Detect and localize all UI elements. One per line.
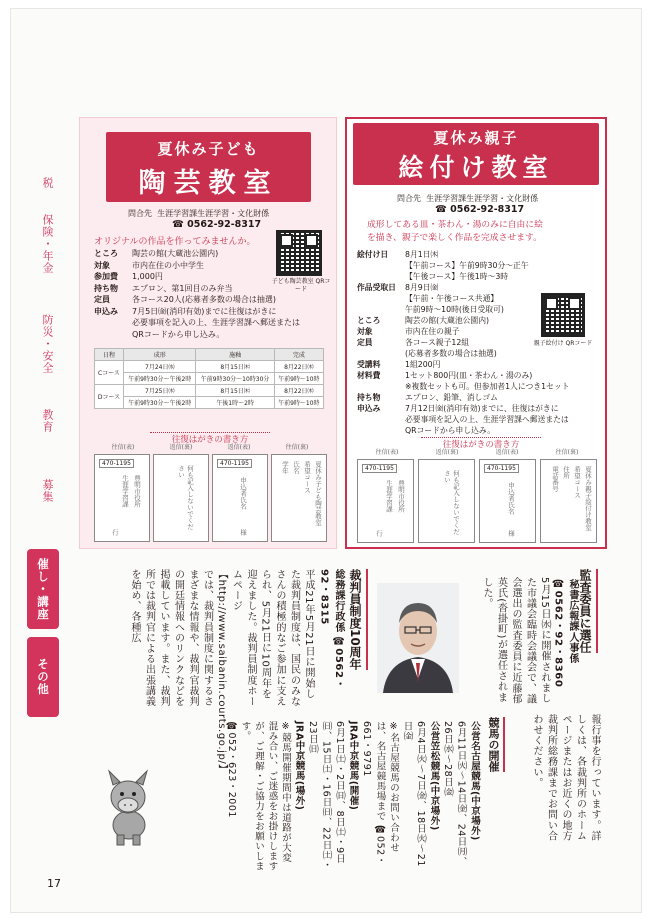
detail-label [357, 425, 405, 436]
detail-value: 【午前コース】午前9時30分〜正午 [405, 261, 529, 270]
detail-label [357, 260, 405, 271]
contact-label: 問合先 [397, 194, 421, 203]
detail-label [357, 304, 405, 315]
pc-text: 様 [239, 528, 247, 535]
postcard-label: 返信(表) [227, 444, 251, 451]
detail-value: 必要事項を記入の上、生涯学習課へ郵送または [132, 318, 300, 327]
pottery-contact [128, 208, 269, 220]
detail-label: 絵付け日 [357, 250, 389, 259]
detail-value: ※複数セットも可。但参加者1人につき1セット [405, 382, 570, 391]
detail-value: 陶芸の館(大蔵池公園内) [132, 249, 219, 258]
col-complete: 完成 [274, 349, 323, 361]
detail-value: 8月1日㈭ [405, 250, 439, 259]
pc-text: 生涯学習課 [385, 480, 393, 513]
table-cell: 午前9時〜10時 [274, 397, 323, 409]
pottery-qr-code[interactable] [276, 230, 322, 276]
detail-label: 参加費 [94, 272, 118, 281]
pc-text: 申込者氏名 [507, 482, 515, 515]
pottery-phone: ☎ 0562-92-8317 [172, 219, 262, 230]
pottery-title-line2: 陶芸教室 [138, 168, 279, 199]
detail-value: エプロン、第1回目のみ弁当 [132, 283, 233, 293]
detail-value: (応募者多数の場合は抽選) [405, 349, 497, 358]
postcard-sample-1 [94, 454, 150, 542]
pc-text: 学年 [281, 461, 289, 474]
pc-text: 行 [375, 529, 383, 536]
detail-row [357, 403, 607, 414]
table-cell: 午前9時〜10時 [274, 373, 323, 385]
detail-label: 対象 [94, 260, 110, 270]
pc-text: 様 [507, 529, 515, 536]
detail-value: 7月12日㈮(消印有効)までに、往復はがきに [405, 404, 559, 413]
detail-label: 受講料 [357, 360, 381, 369]
postcard-sample-3 [212, 454, 268, 542]
detail-value: 午前9時〜10時(後日受取可) [405, 305, 504, 314]
contact-org: 生涯学習課生涯学習・文化財係 [426, 194, 539, 203]
detail-row [94, 317, 334, 329]
painting-title-line2: 絵付け教室 [398, 153, 554, 182]
audit-heading: 監査委員に選任 [577, 569, 598, 653]
pottery-postcard-labels [94, 444, 326, 452]
detail-value: 1組200円 [405, 360, 441, 369]
pc-text: 住所 [562, 466, 570, 479]
postal-code: 470-1195 [217, 459, 252, 468]
detail-row [357, 359, 607, 370]
detail-value: QRコードから申し込み。 [405, 426, 495, 435]
postcard-label: 返信(裏) [169, 444, 193, 451]
detail-value: 【午前・午後コース共通】 [405, 294, 499, 303]
postcard-label: 返信(裏) [435, 449, 459, 456]
detail-value: 8月9日㈮ [405, 283, 439, 292]
col-glazing: 施釉 [196, 349, 274, 361]
saiban-body-cont: 報行事を行っています。詳しくは、各裁判所のホームページまたはお近くの地方裁判所総務課までお問い合わせください。 [531, 714, 600, 842]
pc-text: 申込者氏名 [239, 477, 247, 510]
detail-value: 必要事項を記入の上、生涯学習課へ郵送または [405, 415, 569, 424]
pottery-intro: オリジナルの作品を作ってみませんか。 [94, 237, 256, 247]
painting-intro [367, 219, 543, 245]
detail-row [357, 381, 607, 392]
detail-row [357, 370, 607, 381]
saiban-contact: 総務課行政係 ☎0562・92・8315 [318, 569, 344, 690]
postcard-sample-4 [540, 459, 597, 543]
detail-label: 作品受取日 [357, 283, 396, 292]
sidebar-item-safety[interactable]: 防災・安全 [41, 314, 54, 374]
postal-code: 470-1195 [99, 459, 134, 468]
table-cell: 午前9時30分〜午後2時 [124, 397, 196, 409]
postcard-sample-2 [153, 454, 209, 542]
detail-value: 1セット800円(皿・茶わん・湯のみ) [405, 371, 533, 380]
painting-title-line1: 夏休み親子 [433, 129, 519, 147]
detail-value: 陶芸の館(大蔵池公園内) [405, 316, 490, 325]
detail-row [94, 329, 334, 341]
commissioner-photo [377, 583, 459, 693]
pottery-title-line1: 夏休み子ども [157, 140, 260, 158]
painting-qr-code[interactable] [541, 293, 585, 337]
painting-title-banner [353, 123, 599, 185]
table-cell: 8月15日㈭ [196, 361, 274, 373]
keiba-item-text: ※名古屋競馬のお問い合わせは、名古屋競馬場まで ☎052・661・9791 [361, 721, 399, 866]
detail-label: 申込み [94, 306, 118, 316]
keiba-item-text: 6月11日㈫〜14日㈮、24日㈪、26日㈬〜28日㈮ [442, 721, 467, 867]
keiba-item-title: 公営笠松競馬(中京場外) [428, 721, 440, 831]
pc-text: 何も記入しないでください [443, 470, 460, 535]
detail-label: 定員 [94, 295, 110, 304]
mascot-illustration [99, 767, 157, 847]
detail-value: 市内在住の小中学生 [132, 260, 204, 270]
detail-label [357, 293, 405, 304]
postcard-label: 往信(表) [111, 444, 135, 451]
contact-label: 問合先 [128, 209, 152, 218]
postcard-label: 往信(裏) [555, 449, 579, 456]
table-cell: 午前9時30分〜午後2時 [124, 373, 196, 385]
postcard-label: 返信(表) [495, 449, 519, 456]
sidebar-item-tax[interactable]: 税 [41, 177, 54, 189]
sidebar-item-education[interactable]: 教育 [41, 409, 54, 433]
detail-label [357, 414, 405, 425]
keiba-body [151, 721, 481, 871]
detail-row [357, 414, 607, 425]
detail-value: 市内在住の親子 [405, 327, 460, 336]
pc-text: 豊明市役所 [133, 475, 141, 508]
pc-text: 希望コース [303, 461, 311, 494]
painting-postcard-heading: 往復はがきの書き方 [421, 437, 541, 450]
course-c: Cコース [95, 361, 124, 385]
detail-value: 各コース親子12組 [405, 338, 470, 347]
detail-row [357, 425, 607, 436]
detail-value: 各コース20人(応募者多数の場合は抽選) [132, 295, 277, 304]
table-cell: 8月22日㈭ [274, 385, 323, 397]
pc-text: 夏休み子ども陶芸教室 [314, 461, 322, 526]
painting-phone: ☎ 0562-92-8317 [435, 204, 525, 215]
detail-label [357, 271, 405, 282]
pc-text: 希望コース [573, 466, 581, 499]
detail-label: 持ち物 [357, 393, 381, 402]
newsletter-page [10, 8, 642, 913]
pc-text: 電話番号 [551, 466, 559, 492]
detail-value: エプロン、鉛筆、消しゴム [405, 393, 498, 402]
course-d: Dコース [95, 385, 124, 409]
postal-code: 470-1195 [484, 464, 519, 473]
pottery-postcard-heading: 往復はがきの書き方 [150, 432, 270, 445]
pc-text: 行 [111, 528, 119, 535]
painting-postcard-labels [357, 449, 597, 457]
pottery-title-banner [106, 132, 311, 202]
detail-label [357, 348, 405, 359]
painting-contact [397, 193, 538, 205]
table-cell: 7月25日㈭ [124, 385, 196, 397]
detail-value: 1,000円 [132, 272, 163, 281]
detail-row [357, 260, 607, 271]
sidebar-item-events-active[interactable]: 催し・講座 [27, 549, 59, 629]
keiba-phone: ☎052・623・2001 [226, 721, 237, 818]
intro-line: 成形してある皿・茶わん・湯のみに自由に絵 [367, 220, 543, 230]
detail-label: 材料費 [357, 371, 381, 380]
saiban-heading: 裁判員制度10周年 [347, 569, 368, 670]
painting-class-card [345, 117, 607, 549]
table-cell: 午後1時〜2時 [196, 397, 274, 409]
sidebar-item-recruit[interactable]: 募集 [41, 479, 54, 503]
detail-row [94, 294, 334, 306]
detail-row [357, 392, 607, 403]
keiba-item-title: 公営名古屋競馬(中京場外) [469, 721, 480, 841]
postcard-sample-3 [479, 459, 536, 543]
sidebar-item-insurance[interactable]: 保険・年金 [41, 214, 54, 274]
pc-text: 何も記入しないでください [177, 465, 194, 530]
postcard-sample-2 [418, 459, 475, 543]
keiba-item-text: ※競馬開催期間中は道路が大変混み合い、ご迷惑をお掛けしますが、ご理解・ご協力をお願いします。 [239, 721, 291, 871]
pottery-qr-caption: 子ども陶芸教室 QRコード [271, 278, 331, 293]
detail-label: 持ち物 [94, 283, 118, 293]
detail-row [357, 271, 607, 282]
col-schedule: 日程 [95, 349, 124, 361]
pc-text: 生涯学習課 [121, 475, 129, 508]
detail-label [94, 329, 132, 341]
audit-body: 5月15日㈬に開催されました市議会臨時会議会で、議会選出の監査委員に近藤郁英氏(沓掛町)が選任されました。 [481, 577, 550, 705]
keiba-item-text: 6月1日㈯・2日㈰、8日㈯・9日㈰、15日㈯・16日㈰、22日㈯・23日㈰ [307, 721, 345, 871]
table-cell: 8月22日㈭ [274, 361, 323, 373]
detail-value: QRコードから申し込み。 [132, 329, 225, 339]
detail-row [357, 348, 607, 359]
saiban-body: 平成21年5月21日に開始した裁判員制度は、国民のみなさんの積極的なご参加に支えられ、5月21日に10周年を迎えました。裁判員制度ホームページ【http://www.saibanin.courts.go.jp/】では、裁判員制度に関するさまざまな情報や、裁判官裁判の開廷情報へのリンクなどを掲載しています。また、裁判所では裁判官による出張講義を始め、各種広 [129, 569, 314, 775]
detail-label: 申込み [357, 404, 381, 413]
keiba-item-text: 6月4日㈫〜7日㈮、18日㈫〜21日㈮ [401, 721, 426, 867]
pottery-schedule-table [94, 348, 324, 409]
detail-label: 対象 [357, 327, 373, 336]
col-forming: 成形 [124, 349, 196, 361]
sidebar-item-other[interactable]: その他 [27, 637, 59, 717]
detail-row [357, 282, 607, 293]
detail-label: 定員 [357, 338, 373, 347]
pottery-class-card [79, 117, 337, 549]
detail-row [357, 249, 607, 260]
painting-qr-caption: 親子絵付け QRコード [533, 340, 593, 347]
postcard-sample-1 [357, 459, 414, 543]
keiba-heading: 競馬の開催 [485, 717, 505, 772]
detail-label: ところ [357, 316, 381, 325]
pc-text: 氏名 [292, 461, 300, 474]
page-number: 17 [47, 877, 61, 890]
detail-row [94, 306, 334, 318]
detail-label [94, 317, 132, 329]
contact-org: 生涯学習課生涯学習・文化財係 [157, 209, 270, 218]
keiba-item-title: JRA中京競馬(場外) [293, 721, 305, 811]
audit-contact: 秘書広報課人事係 ☎0562・92・8360 [552, 579, 578, 688]
keiba-item-title: JRA中京競馬(開催) [347, 721, 359, 811]
detail-value: 【午後コース】午後1時〜3時 [405, 272, 509, 281]
postal-code: 470-1195 [362, 464, 397, 473]
intro-line: を描き、親子で楽しく作品を完成させます。 [367, 233, 542, 243]
postcard-sample-4 [271, 454, 327, 542]
detail-value: 7月5日㈮(消印有効)までに往復はがきに [132, 306, 277, 316]
postcard-label: 往信(裏) [285, 444, 309, 451]
postcard-label: 往信(表) [375, 449, 399, 456]
pc-text: 夏休み親子絵付け教室 [584, 466, 592, 531]
table-cell: 午前9時30分〜10時30分 [196, 373, 274, 385]
table-cell: 8月15日㈭ [196, 385, 274, 397]
detail-label: ところ [94, 249, 118, 258]
pc-text: 豊明市役所 [397, 480, 405, 513]
table-cell: 7月24日㈬ [124, 361, 196, 373]
detail-label [357, 381, 405, 392]
